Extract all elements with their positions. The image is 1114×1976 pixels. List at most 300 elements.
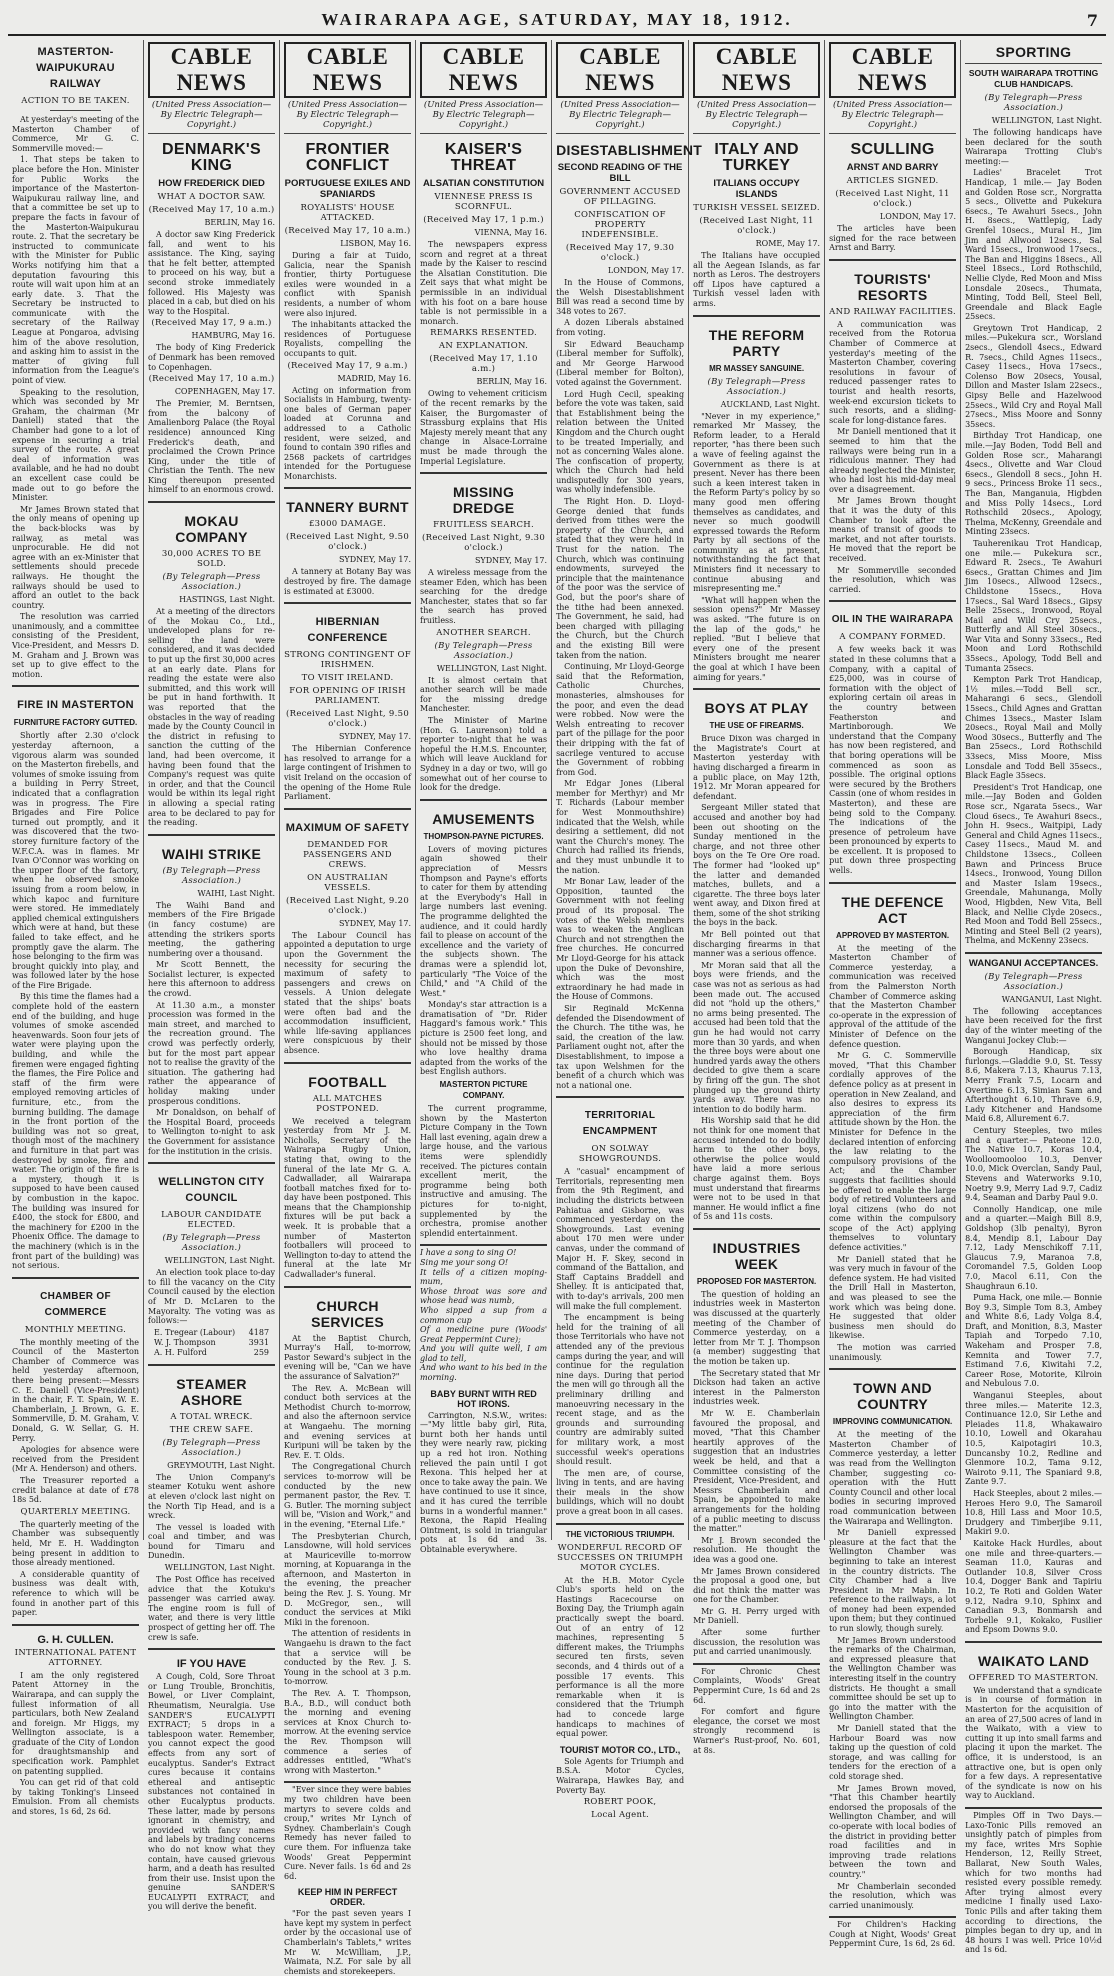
paragraph: A tannery at Botany Bay was destroyed by fire. The damage is estimated at £3000. — [284, 567, 412, 596]
paragraph: At the meeting of the Masterton Chamber of Commerce yesterday, a letter was read from the Wellington Chamber, suggesting co-operation with the Hutt County Council and other local bodies in securing improved road communication between the Wairarapa and Wellington. — [829, 1430, 957, 1526]
paragraph: During a fair at Tuido, Galicia, near the Spanish frontier, thirty Portuguese exiles were wounded in a conflict with Spanish residents, a number of whom were also injured. — [284, 251, 412, 318]
section-safety — [284, 808, 411, 1056]
headline: BOYS AT PLAY — [704, 700, 809, 717]
subheadline: A COMPANY FORMED. — [839, 632, 946, 643]
section-oil — [829, 600, 956, 875]
paragraph: At a meeting of the directors of the Mokau Co., Ltd., undeveloped plans for re-selling the land were considered, and it was decided to put up the first 30,000 acres at an early date. Plans for reading the estate were also submitted, and this work will be put in hand forthwith. It was reported that the obstacles in the way of reading made by the County Council in the district in refusing to sanction the cutting of the land, had been overcome, it having been found that the Company's request was quite in order, and that the Council would be within its legal right in allowing a special rating area to be declared to pay for the reading. — [148, 607, 276, 828]
paragraph: Century Steeples, two miles and a quarter.— Pateone 12.0, The Native 10.7, Koras 10.4, Woolloomooloo 10.3, Denver 10.0, Mick Overclan, Sandy Paul, Stevens and Waterworks 9.10, Noetry 9.9, Merry Lad 9.7, Cadiz 9.4, Seaman and Darby Paul 9.0. — [965, 1126, 1103, 1203]
headline: TOURISTS' RESORTS — [854, 270, 931, 303]
subheadline: PROPOSED FOR MASTERTON. — [696, 1276, 817, 1286]
headline: SCULLING — [850, 141, 935, 158]
received-line: (Received May 17, 9.30 o'clock.) — [565, 243, 675, 263]
received-line: (Received Last Night, 9.50 o'clock.) — [286, 709, 410, 730]
paragraph: By this time the flames had a complete hold of the eastern end of the building, and huge volumes of smoke ascended heavenwards. Soon four jets of water were playing upon the building, and while the firemen were engaged fighting the flames, the Fire Police and staff of the firm were employed removing articles of furniture, etc., from the burning building. The damage in the front portion of the building was not so great, though most of the machinery and furniture in that part was destroyed by smoke, fire and water. The origin of the fire is a mystery, though it is supposed to have been caused by combustion in the kapoc. The building was insured for £400, the stock for £800, and the machinery for £200 in the Phoenix Office. The damage to the machinery (which is in the front part of the building) was not serious. — [12, 992, 140, 1271]
ad-text: "For the past seven years I have kept my system in perfect order by the occasional use of Chamberlain's Tablets," writes Mr W. McWilliam, J.P., Waimata, N.Z. For sale by all chemists and storekeepers. — [284, 1909, 412, 1976]
section-church — [284, 1286, 411, 1776]
received-line: (Received Last Night, 11 o'clock.) — [835, 189, 950, 209]
headline: CHURCH SERVICES — [311, 1297, 385, 1330]
dateline: BERLIN, May 16. — [476, 377, 548, 387]
paragraph: Bruce Dixon was charged in the Magistrate's Court at Masterton yesterday with having discharged a firearm in a public place, on May 12th, 1912. Mr Moran appeared for defendant. — [693, 734, 821, 801]
paragraph: The newspapers express scorn and regret at a threat made by the Kaiser to rescind the Alsatian Constitution. Die Zeit says that what might be permissible in an individual with his foot on a bare house table is not permissible in a monarch. — [420, 240, 548, 326]
subheadline: HOW FREDERICK DIED — [158, 178, 265, 189]
dateline: LISBON, May 16. — [340, 239, 412, 248]
section-tourists — [829, 259, 956, 595]
ad-text: For Chronic Chest Complaints, Woods' Great Peppermint Cure, 1s 6d and 2s 6d. — [693, 1666, 821, 1705]
subheadline: REMARKS RESENTED. — [430, 328, 538, 339]
subheadline: VIENNESE PRESS IS SCORNFUL. — [434, 192, 533, 212]
column-1 — [8, 40, 144, 1817]
subheadline: IMPROVING COMMUNICATION. — [832, 1417, 953, 1427]
section-reform — [693, 315, 820, 683]
paragraph: The body of King Frederick of Denmark has been removed to Copenhagen. — [148, 343, 276, 372]
section-amusements — [420, 799, 547, 1239]
ad-signature: ROBERT POOK, — [583, 1797, 657, 1808]
masthead — [8, 6, 1106, 36]
paragraph: Mr Daniell stated that he was very much in favour of the defence system. He had visited the Drill Hall in Masterton, and was pleased to see the work which was being done. He suggested that older business men should do likewise. — [829, 1254, 957, 1341]
paragraph: Sir Reginald McKenna defended the Disendowment of the Church. The tithe was, he said, the creation of the law. Parliament ought not, after the Disestablishment, to impose a tax upon Welshmen for the benefit of a church which was not a national one. — [556, 1003, 685, 1090]
section-waihi — [148, 834, 275, 1156]
received-line: (Received May 17, 10 a.m.) — [148, 205, 275, 215]
press-credit: (By Telegraph—Press Association.) — [984, 93, 1083, 113]
paragraph: Puma Hack, one mile.— Bonnie Boy 9.3, Simple Tom 8.3, Ambey and White 8.6, Lady Volga 8.4, Draft, and Monition, 8.3, Master Tapiah and Torpedo 7.10, Wakeham and Prosper 7.8, Kemnita and Tower 7.7, Estimand 7.6, Kiwitahi 7.2, Career Rose, Motorite, Kilroin and Nebulous 7.0. — [965, 1293, 1103, 1389]
masthead-title: WAIRARAPA AGE, SATURDAY, MAY 18, 1912. — [321, 10, 793, 29]
dateline: LONDON, May 17. — [607, 266, 685, 275]
paragraph: Mr James Brown moved, "That this Chamber heartily endorsed the proposals of the Wellington Chamber, and will co-operate with local bodies of the district in providing better road facilities and in improving trade relations between the town and country." — [829, 1783, 957, 1879]
paragraph: Mr Moran said that all the boys were friends, and the case was not as serious as had been made out. The accused did not "hold up the others," no arms being presented. The accused had been told that the gun he had would not carry more than 30 yards, and when the three boys were about one hundred yards away the others decided to give them a scare by firing off the gun. The shot plunged up the ground thirty yards away. There was no intention to do bodily harm. — [693, 960, 821, 1114]
dateline: WANGANUI, Last Night. — [1001, 994, 1103, 1004]
headline: TANNERY BURNT — [286, 499, 409, 516]
paragraph: The inhabitants attacked the residences of Portuguese Royalists, compelling the occupants to quit. — [284, 320, 412, 358]
section-wcc — [148, 1162, 275, 1358]
dateline: HAMBURG, May 16. — [191, 331, 276, 341]
paragraph: A communication was received from the Rotorua Chamber of Commerce at yesterday's meeting of the Masterton Chamber, covering resolutions in favour of reduced passenger rates to tourist and health resorts, week-end excursion tickets to such resorts, and a sliding-scale for long-distance fares. — [829, 319, 957, 425]
press-credit: (United Press Association—By Electric Telegraph—Copyright.) — [693, 100, 820, 134]
received-line: (Received Last Night, 9.50 o'clock.) — [286, 532, 410, 553]
headline: MISSING DREDGE — [452, 484, 515, 517]
paragraph: Mr Bonar Law, leader of the Opposition, taunted the Government with not feeling proud of its proposal. The votes of the Welsh members was to weaken the Anglican Church and not strengthen the free churches. He concurred Mr Lloyd-George for his attack upon the Duke of Devonshire, which was the most extraordinary he had made in the House of Commons. — [556, 877, 685, 1002]
paragraph: The Post Office has received advice that the Kotuku's passenger was carried away. The engine room is full of water, and there is very little prospect of getting her off. The crew is safe. — [148, 1575, 276, 1642]
paragraph: The following acceptances have been received for the first day of the winter meeting of the Wanganui Jockey Club:— — [965, 1006, 1103, 1045]
headline: MOKAU COMPANY — [175, 513, 248, 546]
paragraph: The Congregational Church services to-morrow will be conducted by the new permanent pastor, the Rev. T. G. Butler. The morning subject will be, "Vision and Work," and in the evening, "Eternal Life." — [284, 1462, 412, 1529]
received-line: (Received Last Night, 11 o'clock.) — [699, 216, 814, 236]
dateline: ROME, May 17. — [755, 239, 821, 248]
subheadline: GOVERNMENT ACCUSED OF PILLAGING. — [559, 187, 681, 207]
subheadline: ON SOLWAY SHOWGROUNDS. — [578, 1144, 662, 1165]
paragraph: Birthday Trot Handicap, one mile.—Jay Boden, Todd Bell and Golden Rose scr., Maharangi 4secs., Olivette and War Cloud 6secs., Glendoll 8 secs., John H. 9 secs., Princess Broke 11 secs., The Ban, Manganuia, Higbden and Miss Polly 14secs., Lord Rothschild 20secs., Apology, Thelma, McKenny, Greendale and Minting 23secs. — [965, 431, 1103, 537]
paragraph: The quarterly meeting of the Chamber was subsequently held, Mr E. H. Waddington being present in addition to those already mentioned. — [12, 1519, 140, 1568]
dateline: SYDNEY, May 17. — [338, 918, 412, 928]
subheadline: SECOND READING OF THE BILL — [557, 162, 683, 184]
subheadline: MR MASSEY SANGUINE. — [709, 363, 805, 373]
paragraph: At the meeting of the Masterton Chamber of Commerce yesterday, a communication was received from the Palmerston North Chamber of Commerce asking that the Masterton Chamber co-operate in the expression of approval of the attitude of the Minister of Defence on the defence question. — [829, 943, 957, 1049]
section-steamer — [148, 1364, 275, 1643]
press-credit: (By Telegraph—Press Association.) — [162, 1233, 261, 1254]
subheadline: 30,000 ACRES TO BE SOLD. — [161, 549, 262, 570]
paragraph: Kaitoke Hack Hurdles, about one mile and three-quarters.— Seaman 11.0, Kauras and Outlander 10.8, Silver Cross 10.4, Dogger Bank and Tapiriu 10.2, Te Roti and Golden Water 9.12, Nadra 9.10, Sphinx and Canadian 9.3, Bonmarsh and Torbelle 9.1, Kokako, Fusilier and Epsom Downs 9.0. — [965, 1538, 1103, 1635]
dateline: SYDNEY, May 17. — [338, 732, 412, 742]
dateline: WELLINGTON, Last Night. — [436, 663, 548, 673]
section-territorial — [556, 1096, 684, 1516]
ad-verse: I have a song to sing O! Sing me your song O! It tells of a citizen moping-mum, Whose throat was sore and whose head was numb, Who sipped a sup from a common cup Of a medicine pure (Woods' Great Peppermint Cure); And you will quite well, I am glad to tell, And who want to his bed in the morning. — [420, 1248, 548, 1383]
paragraph: Borough Handicap, six furlongs.—Gladdie 9.0, St. Tessy 8.6, Makera 7.13, Khaurus 7.13, Merry Frank 7.5, Locarn and Overtime 6.13, Simian Sam and Afterthought 6.10, Thrave 6.9, Lady Kitchener and Handsome Maid 6.8, Allurement 6.7. — [965, 1047, 1103, 1124]
section-tannery — [284, 487, 411, 596]
press-credit: (By Telegraph—Press Association.) — [707, 376, 806, 397]
headline: THE DEFENCE ACT — [841, 893, 944, 926]
press-credit: (By Telegraph—Press Association.) — [162, 865, 261, 886]
paragraph: Mr G. C. Sommerville moved, "That this Chamber cordially approves of the defence policy as at present in operation in New Zealand, and also desires to express its appreciation of the firm attitude shown by the Hon. the Minister for Defence in the declared intention of enforcing the law relating to the compulsory provisions of the Act; and the Chamber suggests that facilities should be offered to enable the large body of retired Volunteers and loyal citizens (who do not come within the compulsory scope of the Act) applying themselves to voluntary defence activities." — [829, 1051, 957, 1253]
section-town-country — [829, 1368, 956, 1910]
headline: WELLINGTON CITY COUNCIL — [158, 1176, 265, 1205]
subheadline: FRUITLESS SEARCH. — [433, 520, 534, 531]
dateline: WELLINGTON, Last Night. — [164, 1256, 276, 1266]
paragraph: "What will happen when the session opens?" Mr Massey was asked. "The future is on the lap of the gods," he replied. "But I believe that every one of the present Ministers brought me nearer the goal at which I have been aiming for years." — [693, 595, 821, 682]
advertisement — [148, 1648, 275, 1912]
columns — [8, 40, 1106, 1976]
paragraph: The men are, of course, living in tents, and are having their meals in the show buildings, which will no doubt prove a great boon in all cases. — [556, 1468, 685, 1517]
headline: CHAMBER OF COMMERCE — [40, 1290, 111, 1318]
subheadline: ROYALISTS' HOUSE ATTACKED. — [300, 203, 395, 223]
headline: INDUSTRIES WEEK — [712, 1239, 801, 1272]
paragraph: Sergeant Miller stated that accused and another boy had been out shooting on the Sunday mentioned in the charge, and not three other boys on the Te Ore Ore road. The former had "looked up" the latter and demanded matches, bullets, and a cigarette. The three boys later went away, and Dixon fired at them, some of the shot striking the boys in the back. — [693, 803, 821, 928]
paragraph: At yesterday's meeting of the Masterton Chamber of Commerce, Mr G. C. Sommerville moved:— — [12, 115, 140, 153]
paragraph: The Secretary stated that Mr Dickson had taken an active interest in the Palmerston industries week. — [693, 1368, 821, 1407]
press-credit: (By Telegraph—Press Association.) — [984, 971, 1083, 992]
paragraph: After some further discussion, the resolution was put and carried unanimously. — [693, 1628, 821, 1657]
divider — [50, 110, 101, 111]
paragraph: The Minister of Marine (Hon. G. Laurenson) told a reporter to-night that he was hopeful the H.M.S. Encounter, which will leave Auckland for Sydney in a day or two, will go somewhat out of her course to look for the dredge. — [420, 716, 548, 793]
paragraph: The vessel is loaded with coal and timber, and was bound for Timaru and Dunedin. — [148, 1522, 276, 1561]
advertisement — [12, 1624, 139, 1817]
press-credit: (United Press Association—By Electric Telegraph—Copyright.) — [420, 100, 547, 134]
dateline: HASTINGS, Last Night. — [179, 595, 276, 605]
paragraph: Lord Hugh Cecil, speaking before the vote was taken, said that Establishment being the relation between the United Kingdom and the Church ought to be treated Imperially, and not as concerning Wales alone. The confiscation of property, which the Church had held undisputedly for 300 years, was wholly indefensible. — [556, 389, 685, 495]
paragraph: The current programme, shown by the Masterton Picture Company in the Town Hall last evening, again drew a large house, and the various items were splendidly received. The pictures contain excellent merit, the programme being both instructive and amusing. The pictures for to-night, supplemented by the orchestra, promise another splendid entertainment. — [420, 1104, 548, 1238]
advertisement — [829, 1916, 956, 1949]
received-line: (Received May 17, 9 a.m.) — [287, 360, 408, 371]
subheadline: ARTICLES SIGNED. — [846, 176, 939, 186]
paragraph: A considerable quantity of business was dealt with, reference to which will be found in another part of this paper. — [12, 1569, 140, 1618]
subheadline: A TOTAL WRECK. — [170, 1411, 253, 1422]
paragraph: Speaking to the resolution, which was seconded by Mr Graham, the chairman (Mr Daniell) stated that the Chamber had gone to a lot of expense in securing a trial survey of the route. A great deal of information was available, and he had no doubt an excellent case could be made out to go before the Minister. — [12, 387, 140, 503]
paragraph: 1. That steps be taken to place before the Hon. Minister for Public Works the importance of the Masterton-Waipukurau railway line, and that a committee be set up to prepare the facts in favour of the Masterton-Waipukurau route. 2. That the secretary be instructed to communicate with the Minister for Public Works notifying him that a deputation favouring this route will wait upon him at an early date. 3. That the Secretary be instructed to communicate with the secretary of the Railway League at Pongaroa, advising him of the above resolution, and asking him to assist in the matter of giving full information from the League's point of view. — [12, 155, 140, 386]
section-boys — [693, 688, 820, 1222]
paragraph: Shortly after 2.30 o'clock yesterday afternoon, a vigorous alarm was sounded on the Masterton firebells, and volumes of smoke issuing from a building in Perry Street, indicated that a conflagration was in progress. The Fire Brigades and Fire Police turned out promptly, and it was discovered that the two-storey furniture factory of the W.F.C.A. was in flames. Mr Ivan O'Connor was working on the upper floor of the factory, when he observed smoke issuing from a room below, in which kapoc and furniture were stored. He immediately applied chemical extinguishers which were at hand, but these failed to take effect, and he promptly gave the alarm. The hose belonging to the firm was brought quickly into play, and was followed later by the hose of the Fire Brigade. — [12, 731, 140, 990]
dateline: LONDON, May 17. — [879, 212, 957, 221]
section-defence — [829, 882, 956, 1363]
paragraph: The Rev. A. T. Thompson, B.A., B.D., will conduct both the morning and evening services at Knox Church to-morrow. At the evening service the Rev. Thompson will commence a series of addresses entitled, "What's wrong with Masterton." — [284, 1689, 412, 1775]
paragraph: Mr Chamberlain seconded the resolution, which was carried unanimously. — [829, 1881, 957, 1910]
paragraph: Mr James Brown thought that it was the duty of this Chamber to look after the means of transit of goods to market, and not after tourists. He moved that the report be received. — [829, 496, 957, 564]
paragraph: Kempton Park Trot Handicap, 1½ miles.—Todd Bell scr., Maharangi 6 secs., Glendoll 15secs., Child Agnes and Grattan Chimes 13secs., Master Islam 20secs., Royal Mail and Molly Wood 30secs., Butterfly and The Ban 25secs., Lord Rothschild 33secs, Miss Moore, Miss Lonsdale and Todd Bell 35secs., Black Eagle 35secs. — [965, 675, 1103, 781]
dateline: WELLINGTON, Last Night. — [991, 116, 1103, 125]
section-industries — [693, 1228, 820, 1657]
paragraph: Mr Sommerville seconded the resolution, which was carried. — [829, 565, 957, 594]
subheadline: STRONG CONTINGENT OF IRISHMEN. — [284, 650, 411, 671]
paragraph: Mr W. E. Chamberlain favoured the proposal, and moved, "That this Chamber heartily approves of the suggestion that an industries week be held, and that a Committee consisting of the President, Vice-President, and Messrs Chamberlain and Spain, be appointed to make arrangements for the holding of a public meeting to discuss the matter." — [693, 1409, 821, 1534]
dateline: COPENHAGEN, May 17. — [174, 387, 276, 397]
ad-subheading: INTERNATIONAL PATENT ATTORNEY. — [14, 1647, 137, 1668]
headline: WAIKATO LAND — [977, 1652, 1090, 1669]
column-6 — [689, 40, 825, 1755]
advertisement — [420, 1244, 547, 1554]
ad-text: Pimples Off in Two Days.—Laxo-Tonic Pills removed an unsightly patch of pimples from my face, writes Mrs Sophie Henderson, 12, Reilly Street, Ballarat, New South Wales, which for two months had resisted every possible remedy. After trying almost every medicine I finally used Laxo-Tonic Pills and after taking them according to directions, the pimples began to dry up, and in 48 hours I was well. Price 10½d and 1s 6d. — [965, 1811, 1103, 1955]
paragraph: A few weeks back it was stated in these columns that a Company, with a capital of £25,000, was in course of formation with the object of exploring certain oil areas in the country between Featherston and Martinborough. We understand that the Company has now been registered, and that boring operations will be commenced as soon as possible. The original options were secured by the Brothers Cassin (one of whom resides in Masterton), and these are being sold to the Company. The indications of the presence of petroleum have been pronounced by experts to be excellent. It is proposed to put down three prospecting wells. — [829, 645, 957, 876]
column-8 — [961, 40, 1106, 1955]
dateline: MADRID, May 16. — [337, 373, 412, 383]
subheadline: DEMANDED FOR PASSENGERS AND CREWS. — [303, 839, 392, 870]
headline: STEAMER ASHORE — [176, 1375, 247, 1408]
received-line: (Received May 17, 9 a.m.) — [151, 318, 272, 329]
subheadline: AN EXPLANATION. — [438, 341, 529, 352]
headline: AMUSEMENTS — [432, 810, 535, 827]
paragraph: An election took place to-day to fill the vacancy on the City Council caused by the election of Mr D. McLaren to the Mayoralty. The voting was as follows:— — [148, 1268, 276, 1326]
ad-text: "Ever since they were babies my two children have been martyrs to severe colds and croup," writes Mr Lynch of Sydney. Chamberlain's Cough Remedy has never failed to cure them. For influenza take Woods' Great Peppermint Cure. Never fails. 1s 6d and 2s 6d. — [284, 1785, 412, 1881]
ad-text: Sole Agents for Triumph and B.S.A. Motor Cycles, Wairarapa, Hawkes Bay, and Poverty Bay. — [556, 1756, 685, 1795]
subheadline: CONFISCATION OF PROPERTY INDEFENSIBLE. — [574, 210, 666, 240]
paragraph: Ladies' Bracelet Trot Handicap, 1 mile.— Jay Boden and Golden Rose scr., Norgratta 5 secs., Olivette and Pukekura 6secs., Te Awahuri 5secs., John H. 8secs., Wattlepig, Lady Grenfel 10secs., Mural H., Jim Jim and Allwood 12secs., Sal Ward 15secs., Ironwood 17secs., The Ban and Higgins 18secs., All Steel 18secs., Lord Rothschild, Nellie Clyde, Red Moon and Miss Lonsdale 20secs., Thumata, Minting, Todd Bell, Steel Bell, Greendale and Black Eagle 25secs. — [965, 168, 1103, 322]
paragraph: Mr James Brown stated that the only means of opening up the back-blocks was by railway, as metal was unprocurable. He did not agree with an ex-Minister that settlements should precede railways. He thought the railways should be used to afford an outlet to the back country. — [12, 504, 140, 610]
ad-heading: THE VICTORIOUS TRIUMPH. — [565, 1529, 675, 1539]
dateline: VIENNA, May 16. — [474, 228, 548, 237]
subheadline: ALSATIAN CONSTITUTION — [422, 178, 545, 189]
paragraph: It is almost certain that another search will be made for the missing dredge Manchester. — [420, 675, 548, 714]
paragraph: Monday's star attraction is a dramatisation of "Dr. Rider Haggard's famous work." This picture is 2500 feet long, and should not be missed by those who love healthy drama adapted from the works of the best English authors. — [420, 1000, 548, 1077]
subheadline: TO VISIT IRELAND. — [301, 673, 394, 684]
dateline: SYDNEY, May 17. — [474, 556, 548, 566]
press-credit: (By Telegraph—Press Association.) — [162, 572, 261, 593]
paragraph: The Right Hon. D. Lloyd-George denied that funds derived from tithes were the property of the Church, and stated that they were held in Trust for the nation. The Church, which was continuing endowments, surveyed the principle that the maintenance of the poor was the service of God, but the poor's share of the tithe had been annexed. The Government, he said, had been charged with pillaging the Church, but the Church and the existing Bill were taken from the nation. — [556, 497, 685, 660]
paragraph: The Union Company's steamer Kotuku went ashore at eleven o'clock last night on the North Tip Head, and is a wreck. — [148, 1472, 276, 1521]
paragraph: "Never in my experience," remarked Mr Massey, the Reform leader, to a Herald reporter, "has there been such a wave of feeling against the Government as there is at present. Never has there been such a keen interest taken in the Reform Party's policy by so many good men offering themselves as candidates, and never so much goodwill expressed towards the Reform Party by all sections of the community as at present, notwithstanding the fact that Ministers find it necessary to continue abusing and misrepresenting me." — [693, 411, 821, 594]
cable-news-banner: CABLE NEWS — [420, 42, 547, 98]
received-line: (Received May 17, 1.10 a.m.) — [429, 354, 538, 375]
received-line: (Received May 17, 1 p.m.) — [423, 215, 544, 225]
paragraph: Hack Steeples, about 2 miles.—Heroes Hero 9.0, The Samaroil 10.8, Hill Lass and Moor 10.5, Drudgery and Timberjibe 9.11, Makiri 9.0. — [965, 1488, 1103, 1537]
subheadline: WHAT A DOCTOR SAW. — [157, 192, 266, 202]
votes: 3931 — [248, 1337, 270, 1347]
paragraph: President's Trot Handicap, one mile.—Jay Boden and Golden Rose scr., Ngarata 5secs., War Cloud 6secs., Te Awahuri 8secs., John H. 9secs., Waitpipi, Lady General and Child Agnes 11secs., Casey 11secs., Maud M. and Childstone 13secs., Colleen Bawn and Princess Bruce 14secs., Ironwood, Young Dillon and Master Islam 19secs., Greendale, Mahunanga, Molly Wood, Higbden, New Vita, Bell Black, and Nellie Clyde 20secs., Red Moon and Todd Bell 25secs., Minting and Steel Bell (2 years), Thelma, and McKenny 23secs. — [965, 782, 1103, 946]
received-line: (Received May 17, 10 a.m.) — [284, 226, 411, 236]
subheadline: AND RAILWAY FACILITIES. — [829, 306, 956, 317]
headline: FIRE IN MASTERTON — [17, 699, 134, 712]
subheadline: ITALIANS OCCUPY ISLANDS — [713, 178, 800, 200]
candidate: E. Tregear (Labour) — [154, 1327, 236, 1337]
advertisement — [693, 1663, 820, 1755]
paragraph: Mr Scott Bennett, the Socialist lecturer, is expected here this afternoon to address the crowd. — [148, 960, 276, 999]
subheadline: MASTERTON PICTURE COMPANY. — [439, 1080, 528, 1101]
subheadline: FOR OPENING OF IRISH PARLIAMENT. — [289, 686, 406, 707]
paragraph: The Labour Council has appointed a deputation to urge upon the Government the necessity for securing the maximum of safety to passengers and crews on vessels. A Union delegate stated that the ships' boats were often bad and the accommodation insufficient, while life-saving appliances were conspicuous by their absence. — [284, 930, 412, 1055]
paragraph: Owing to vehement criticism of the recent remarks by the Kaiser, the Burgomaster of Strassburg explains that His Majesty merely meant that any change in Alsace-Lorraine must be made through the Imperial Legislature. — [420, 389, 548, 466]
subheadline: QUARTERLY MEETING. — [20, 1506, 131, 1517]
section-wanganui — [965, 952, 1102, 1635]
votes: 4187 — [248, 1327, 270, 1337]
subheadline: ARNST AND BARRY — [846, 162, 939, 173]
paragraph: A dozen Liberals abstained from voting. — [556, 318, 685, 337]
paragraph: The attention of residents in Wangaehu is drawn to the fact that a service will be conducted by the Rev. J. S. Young in the school at 3 p.m. to-morrow. — [284, 1629, 412, 1687]
paragraph: Lovers of moving pictures again showed their appreciation of Messrs Thompson and Payne's efforts to cater for them by attending at the Everybody's Hall in large numbers last evening. The programme delighted the audience, and it could hardly fail to please on account of the excellence and the variety of the subjects shown. The dramas were a splendid lot, particularly "The Voice of the Child," and "A Child of the West." — [420, 844, 548, 998]
paragraph: The monthly meeting of the Council of the Masterton Chamber of Commerce was held yesterday afternoon, there being present:—Messrs C. E. Daniell (Vice-President) in the chair, F. T. Spain, W. E. Chamberlain, J. Brown, G. E. Sommerville, D. M. Graham, V. Donald, G. W. Sellar, G. H. Perry. — [12, 1337, 140, 1443]
headline: TERRITORIAL ENCAMPMENT — [582, 1110, 658, 1138]
subheadline: ALL MATCHES POSTPONED. — [312, 1093, 383, 1114]
cable-news-banner: CABLE NEWS — [556, 42, 684, 98]
press-credit: (By Telegraph—Press Association.) — [162, 1437, 261, 1458]
subheadline: ON AUSTRALIAN VESSELS. — [307, 872, 388, 893]
subheadline: OFFERED TO MASTERTON. — [968, 1672, 1099, 1683]
candidate: W. J. Thompson — [154, 1337, 216, 1347]
paragraph: At the Baptist Church, Murray's Hall, to-morrow, Pastor Seward's subject in the evening will be, "Can we have the assurance of Salvation?" — [284, 1333, 412, 1381]
paragraph: The motion was carried unanimously. — [829, 1343, 957, 1362]
ad-text: Carrington, N.S.W., writes:—"My little baby girl, Rita, burnt both her hands until they were nearly raw, picking up a red hot iron. Nothing relieved the pain until I got Rexona. This helped her at once to take away the pain. We have continued to use it since, and it has cured the terrible burns in a wonderful manner." Rexona, the Rapid Healing Ointment, is sold in triangular pots at 1s 6d and 3s. Obtainable everywhere. — [420, 1410, 548, 1554]
headline: WAIHI STRIKE — [161, 845, 262, 862]
subheadline: £3000 DAMAGE. — [308, 519, 387, 530]
ad-signature: Local Agent. — [591, 1810, 649, 1821]
section-football — [284, 1062, 411, 1280]
headline: SOUTH WAIRARAPA TROTTING CLUB HANDICAPS. — [968, 68, 1099, 89]
paragraph: The question of holding an industries week in Masterton was discussed at the quarterly meeting of the Chamber of Commerce yesterday, on a letter from Mr T. J. Thompson (a member) suggesting that the motion be taken up. — [693, 1289, 821, 1367]
headline: ITALY AND TURKEY — [714, 141, 799, 174]
subheadline: FURNITURE FACTORY GUTTED. — [13, 718, 138, 728]
paragraph: Connolly Handicap, one mile and a quarter.—Maigh Bill 8.9, Goldshop (3lb penalty), Byron 8.4, Mendip 8.1, Labour Day 7.12, Lady Menschikoff 7.11, Glaucus 7.9, Maranoa 7.8, Coromandel 7.5, Golden Loop 7.0, Macol 6.11, Con the Shaughraun 6.10. — [965, 1204, 1103, 1291]
ad-text: You can get rid of that cold by taking Tonking's Linseed Emulsion. From all chemists and stores, 1s 6d, 2s 6d. — [12, 1778, 140, 1817]
paragraph: A "casual" encampment of Territorials, representing men from the 9th Regiment, and including the districts between Pahiatua and Gisborne, was commenced yesterday on the Showgrounds. Last evening about 170 men were under canvas, under the command of Major H. F. Skey, second in command of the Battalion, and Staff Captains Braddell and Shelley. It is anticipated that, with to-day's arrivals, 200 men will make the full complement. — [556, 1167, 685, 1311]
headline: DENMARK'S KING — [162, 141, 261, 174]
advertisement — [965, 1807, 1102, 1955]
ad-heading: IF YOU HAVE — [176, 1658, 247, 1671]
subheadline: THE USE OF FIREARMS. — [709, 721, 804, 731]
ad-heading: G. H. CULLEN. — [37, 1633, 114, 1646]
headline: MASTERTON-WAIPUKURAU RAILWAY — [36, 46, 115, 90]
paragraph: The Presbyterian Church, Lansdowne, will hold services at Mauriceville to-morrow morning, at Kopuaranga in the afternoon, and Masterton in the evening, the preacher being the Rev. J. S. Young. Mr D. McGregor, sen., will conduct the services at Miki Miki in the forenoon. — [284, 1531, 412, 1627]
column-2 — [144, 40, 280, 1912]
page-number: 7 — [1086, 10, 1098, 30]
paragraph: Greytown Trot Handicap, 2 miles.—Pukekura scr., Worsland 2secs., Glendoll 4secs., Edward R. 7secs., Child Agnes 11secs., Casey 11secs., Hova 17secs., Colenso Bow 20secs, Yousal, Dillon and Master Islam 22secs., Gipsy Belle and Hazelwood 25secs., Wild Cry and Royal Mall 27secs., Miss Moore and Sonny 35secs. — [965, 323, 1103, 429]
subheadline: THOMPSON-PAYNE PICTURES. — [423, 831, 544, 841]
cable-news-banner: CABLE NEWS — [693, 42, 820, 98]
vote-row — [148, 1328, 275, 1338]
paragraph: Mr Donaldson, on behalf of the Hospital Board, proceeds to Wellington to-night to ask the Government for assistance for the institution in the crisis. — [148, 1108, 276, 1156]
press-credit: (By Telegraph—Press Association.) — [434, 640, 533, 661]
ad-text: For comfort and figure elegance, the corset we most strongly recommend is Warner's Rust-proof, No. 601, at 8s. — [693, 1707, 821, 1755]
ad-heading: KEEP HIM IN PERFECT ORDER. — [297, 1887, 398, 1908]
paragraph: Mr Daniell stated that the Harbour Board was now taking up the question of cold storage, and was calling for tenders for the erection of a cold storage shed. — [829, 1724, 957, 1781]
headline: KAISER'S THREAT — [444, 141, 523, 174]
ad-text: At the H.B. Motor Cycle Club's sports held on the Hastings Racecourse on Boxing Day, the Triumph again practically swept the board. Out of an entry of 12 machines, representing 5 different makes, the Triumphs secured ten firsts, seven seconds, and 4 thirds out of a possible 17 events. This performance is all the more remarkable when it is considered that the Triumph had to concede large handicaps to machines of equal power. — [556, 1575, 685, 1739]
headline: THE REFORM PARTY — [708, 326, 805, 359]
ad-heading: TOURIST MOTOR CO., LTD., — [559, 1744, 681, 1755]
paragraph: Mr J. Brown seconded the resolution. He thought the idea was a good one. — [693, 1535, 821, 1564]
paragraph: At 11.30 a.m., a monster procession was formed in the main street, and marched to the recreation ground. The crowd was perfectly orderly, but for the most part appear not to realise the gravity of the situation. The gathering had rather the appearance of holiday making under prosperous conditions. — [148, 1000, 276, 1106]
ad-heading: BABY BURNT WITH RED HOT IRONS. — [430, 1388, 537, 1409]
paragraph: The resolution was carried unanimously, and a committee consisting of the President, Vice-President, and Messrs D. M. Graham and J. Brown was set up to give effect to the motion. — [12, 612, 140, 679]
candidate: A. H. Fulford — [154, 1347, 207, 1357]
headline: MAXIMUM OF SAFETY — [285, 821, 410, 834]
ad-text: For Children's Hacking Cough at Night, Woods' Great Peppermint Cure, 1s 6d, 2s 6d. — [829, 1920, 957, 1949]
paragraph: Continuing, Mr Lloyd-George said that the Reformation, Catholic Churches, monasteries, almshouses for the poor, and even the dead were robbed. Now were the Welsh entreating to recover part of the pillage for the poor their dripping with the fat of sacrilege ventured to accuse the Government of robbing from God. — [556, 662, 685, 777]
subheadline: APPROVED BY MASTERTON. — [836, 930, 950, 940]
paragraph: The Premier, M. Berntsen, from the balcony of Amalienborg Palace (the Royal residence) announced King Frederick's death, and proclaimed the Crown Prince King, under the title of Christian the Tenth. The new King thereupon presented himself to an enormous crowd. — [148, 399, 276, 495]
paragraph: Sir Edward Beauchamp (Liberal member for Suffolk), and Mr George Harwood (Liberal member for Bolton), voted against the Government. — [556, 339, 685, 387]
paragraph: In the House of Commons, the Welsh Disestablishment Bill was read a second time by 348 votes to 267. — [556, 278, 685, 316]
ad-subheading: WONDERFUL RECORD OF SUCCESSES ON TRIUMPH MOTOR CYCLES. — [557, 1542, 684, 1573]
ad-text: I am the only registered Patent Attorney in the Wairarapa, and can supply the fullest information of all particulars, both New Zealand and foreign. Mr Higgs, my Wellington associate, is a graduate of the City of London for draughtsmanship and specification work. Pamphlet on patenting supplied. — [12, 1670, 140, 1776]
paragraph: A wireless message from the steamer Eden, which has been searching for the dredge Manchester, states that so far the search has proved fruitless. — [420, 568, 548, 626]
paragraph: The Hibernian Conference has resolved to arrange for a large contingent of Irishmen to visit Ireland on the occasion of the opening of the Home Rule Parliament. — [284, 744, 412, 802]
headline: DISESTABLISHMENT — [556, 142, 703, 158]
ad-text: A Cough, Cold, Sore Throat or Lung Trouble, Bronchitis, Bowel, or Liver Complaint, Rheumatism, Neuralgia. Use SANDER'S EUCALYPTI EXTRACT; 5 drops in a tablespoon water. Remember, you cannot expect the good effects from any sort of eucalyptus. Sander's Extract cures because it contains ethereal and antiseptic substances not contained in other Eucalyptus products. These latter, made by persons ignorant in chemistry, and provided with fancy names and labels by trading concerns who do not know what they contain, have caused grievous harm, and a death has resulted from their use. Insist upon the genuine SANDER'S EUCALYPTI EXTRACT, and you will derive the benefit. — [148, 1672, 276, 1912]
headline: WANGANUI ACCEPTANCES. — [968, 957, 1099, 969]
advertisement — [284, 1781, 411, 1976]
paragraph: Mr Edgar Jones (Liberal member for Merthyr) and Mr T. Richards (Labour member for West Monmouthshire) indicated that the Welsh, while desiring a settlement, did not want the Church's money. The Church had rallied its friends, and they must unbundle it to the nation. — [556, 779, 685, 875]
paragraph: Mr Daniell expressed pleasure at the fact that the Wellington Chamber was beginning to take an interest in the country districts. The City Chamber had a live President in Mr Mabin. In reference to the railways, a lot of money had been expended upon them; but they continued to run slowly, though surely. — [829, 1528, 957, 1634]
dateline: WELLINGTON, Last Night. — [164, 1563, 276, 1573]
press-credit: (United Press Association—By Electric Telegraph—Copyright.) — [148, 100, 275, 134]
paragraph: Mr Bell pointed out that discharging firearms in that manner was a serious offence. — [693, 930, 821, 959]
subheadline: ACTION TO BE TAKEN. — [21, 96, 130, 106]
paragraph: A doctor saw King Frederick fall, and went to his assistance. The King, saying that he felt better, attempted to proceed on his way, but a second stroke immediately followed. His Majesty was placed in a cab, but died on his way to the Hospital. — [148, 230, 276, 316]
paragraph: Wanganui Steeples, about three miles.— Materite 12.3, Continuance 12.0, Sir Lethe and Pleiades 11.8, Whakawairo 10.10, Lowell and Okarahau 10.5, Kaipotagiri 10.3, Duncansby 10.2, Redline and Glenmore 10.2, Tama 9.12, Wairoto 9.11, The Spaniard 9.8, Zante 9.7. — [965, 1391, 1103, 1487]
paragraph: Apologies for absence were received from the President (Mr A. Henderson) and others. — [12, 1445, 140, 1474]
received-line: (Received Last Night, 9.30 o'clock.) — [422, 533, 546, 554]
paragraph: His Worship said that he did not think for one moment that accused intended to do bodily harm to the other boys, otherwise the police would have laid a more serious charge against them. Boys must understand that firearms were not to be used in that manner. He would inflict a fine of 5s and 11s costs. — [693, 1116, 821, 1222]
subheadline: PORTUGUESE EXILES AND SPANIARDS — [284, 178, 411, 200]
paragraph: The articles have been signed for the race between Arnst and Barry. — [829, 224, 957, 253]
cable-news-banner: CABLE NEWS — [148, 42, 275, 98]
paragraph: The Rev. A. McBean will conduct both services at the Methodist Church to-morrow, and also the afternoon service at Wangaehu. The morning and evening services at Kuripuni will be taken by the Rev. E. T. Olds. — [284, 1383, 412, 1460]
paragraph: Mr G. H. Perry urged with Mr Daniell. — [693, 1606, 821, 1626]
cable-news-banner: CABLE NEWS — [284, 42, 411, 98]
column-5 — [552, 40, 703, 1821]
section-hibernian — [284, 602, 411, 802]
vote-row — [148, 1348, 275, 1358]
dateline: SYDNEY, May 17. — [338, 555, 412, 565]
subheadline: TURKISH VESSEL SEIZED. — [693, 203, 820, 213]
column-3 — [280, 40, 416, 1976]
column-7 — [825, 40, 961, 1949]
paragraph: The following handicaps have been declared for the south Wairarapa Trotting Club's meeting:— — [965, 128, 1103, 166]
press-credit: (United Press Association—By Electric Telegraph—Copyright.) — [829, 100, 956, 134]
column-4 — [416, 40, 552, 1554]
paragraph: Mr James Brown considered the proposal a good one, but did not think the matter was one for the Chamber. — [693, 1566, 821, 1605]
advertisement — [556, 1523, 684, 1820]
vote-row — [148, 1338, 275, 1348]
headline: FRONTIER CONFLICT — [305, 141, 390, 174]
received-line: (Received May 17, 10 a.m.) — [148, 374, 275, 385]
paragraph: The Treasurer reported a credit balance at date of £78 18s 5d. — [12, 1476, 140, 1505]
subheadline: MONTHLY MEETING. — [24, 1324, 127, 1335]
headline: HIBERNIAN CONFERENCE — [307, 616, 388, 645]
cable-news-banner: CABLE NEWS — [829, 42, 956, 98]
section-waikato — [965, 1641, 1102, 1801]
headline: FOOTBALL — [308, 1073, 387, 1090]
paragraph: Mr James Brown understood the remarks of the Chairman, and expressed pleasure that the Wellington Chamber was interesting itself in the country districts. He thought a small committee should be set up to go into the matter with the Wellington Chamber. — [829, 1635, 957, 1722]
paragraph: Acting on information from Socialists in Hamburg, twenty-one bales of German paper loaded at Corunna and addressed to a Catholic resident, were seized, and found to contain 390 rifles and 2568 packets of cartridges intended for the Portuguese Monarchists. — [284, 385, 412, 481]
paragraph: We understand that a syndicate is in course of formation in Masterton for the acquisition of an area of 27,500 acres of land in the Waikato, with a view to cutting it up into small farms and placing it upon the market. The office, it is understood, is an attractive one, but is open only for a few days. A representative of the syndicate is now on his way to Auckland. — [965, 1685, 1103, 1801]
dateline: WAIHI, Last Night. — [197, 888, 276, 898]
dateline: GREYMOUTH, Last Night. — [167, 1460, 276, 1470]
dateline: AUCKLAND, Last Night. — [720, 399, 821, 409]
headline: OIL IN THE WAIRARAPA — [831, 614, 954, 626]
press-credit: (United Press Association—By Electric Telegraph—Copyright.) — [556, 100, 684, 134]
paragraph: Mr Daniell mentioned that it seemed to him that the railways were being run in a ridiculous manner. They had already neglected the Minister, who had lost his mid-day meal over a disagreement. — [829, 427, 957, 494]
subheadline: LABOUR CANDIDATE ELECTED. — [161, 1210, 262, 1231]
headline: TOWN AND COUNTRY — [853, 1380, 932, 1413]
subheadline: THE CREW SAFE. — [169, 1424, 254, 1435]
paragraph: The Italians have occupied all the Aegean Islands, as far north as Leros. The destroyers off Lipos have captured a Turkish vessel laden with arms. — [693, 251, 821, 308]
votes: 259 — [253, 1347, 270, 1357]
received-line: (Received Last Night, 9.20 o'clock.) — [286, 895, 410, 916]
